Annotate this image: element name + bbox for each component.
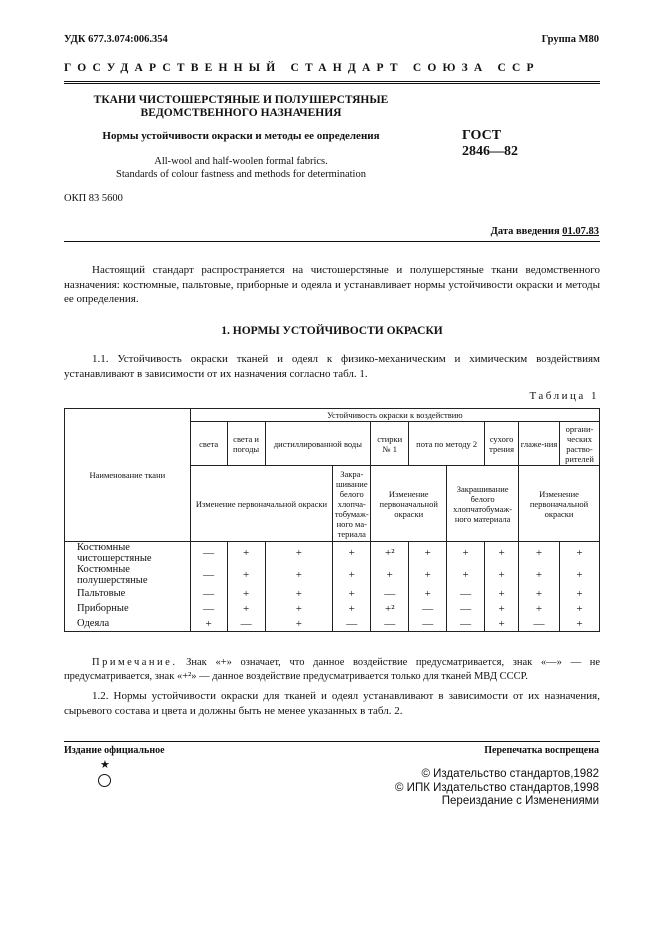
table-note: [64, 656, 600, 684]
subheader-color-change-1: Изменение первоначальной окраски: [190, 466, 333, 542]
subheader-color-change-3: Изменение первоначальной окраски: [519, 466, 600, 542]
table-cell-mark: +: [559, 564, 599, 586]
table-cell-fabric-name: Костюмные чистошерстяные: [65, 542, 191, 565]
table-cell-mark: +: [447, 564, 485, 586]
table-cell-mark: +: [559, 601, 599, 616]
col-header-ironing: глаже-ния: [519, 422, 560, 466]
table-cell-mark: —: [447, 586, 485, 601]
table-cell-mark: +: [485, 542, 519, 565]
gost-number: 2846—82: [462, 144, 518, 159]
table-row: [65, 601, 600, 616]
table-cell-mark: +: [519, 586, 560, 601]
document-title: [66, 94, 416, 120]
table-cell-mark: —: [190, 542, 227, 565]
table-cell-mark: +: [333, 542, 371, 565]
table-cell-mark: +: [519, 542, 560, 565]
effective-date-label: Дата введения: [490, 226, 560, 237]
effective-date-value: 01.07.83: [562, 226, 599, 237]
table-cell-mark: +: [447, 542, 485, 565]
table-cell-mark: —: [409, 616, 447, 632]
table-cell-mark: +: [190, 616, 227, 632]
intro-paragraph: Настоящий стандарт распространяется на чистошерстяные и полушерстяные ткани ведомственного назначения: костюмные, пальтовые, приборные и одеяла и устанавливает нормы устойчивости окраски и методы ее определения.: [64, 264, 600, 305]
col-header-washing: стирки № 1: [371, 422, 409, 466]
table-cell-mark: +: [333, 564, 371, 586]
table-1: [64, 408, 600, 632]
document-subtitle: Нормы устойчивости окраски и методы ее определения: [102, 130, 380, 142]
table-row: [65, 616, 600, 632]
table-cell-mark: +: [265, 564, 333, 586]
table-cell-fabric-name: Одеяла: [65, 616, 191, 632]
subheader-staining-1: Закра-шивание белого хлопча-тобумаж-ного ма-териала: [333, 466, 371, 542]
header-rule: [64, 81, 600, 82]
table-cell-mark: +: [519, 564, 560, 586]
official-edition: Издание официальное: [64, 745, 165, 756]
table-cell-mark: +: [265, 586, 333, 601]
table-cell-mark: +: [409, 586, 447, 601]
note-label: Примечание.: [92, 657, 178, 668]
subheader-staining-2: Закрашивание белого хлопчатобумаж-ного материала: [447, 466, 519, 542]
table-cell-fabric-name: Пальтовые: [65, 586, 191, 601]
table-cell-mark: —: [227, 616, 265, 632]
table-cell-mark: +: [559, 542, 599, 565]
table-cell-mark: +: [559, 616, 599, 632]
table-cell-mark: +: [485, 616, 519, 632]
table-cell-fabric-name: Приборные: [65, 601, 191, 616]
table-cell-mark: +: [333, 601, 371, 616]
table-cell-mark: +: [227, 542, 265, 565]
paragraph-1-2: 1.2. Нормы устойчивости окраски для тканей и одеял устанавливают в зависимости от их назначения, сырьевого состава и цвета и должны быть не менее указанных в табл. 2.: [64, 690, 600, 717]
table-cell-mark: +: [485, 586, 519, 601]
col-header-sweat: пота по методу 2: [409, 422, 485, 466]
reissue-note: Переиздание с Изменениями: [441, 795, 599, 807]
english-title: [66, 155, 416, 181]
footer-rule: [64, 741, 600, 742]
table-cell-mark: —: [190, 586, 227, 601]
reprint-prohibited: Перепечатка воспрещена: [484, 745, 599, 756]
group-code: Группа М80: [541, 34, 599, 45]
table-cell-mark: —: [519, 616, 560, 632]
title-line-1: ТКАНИ ЧИСТОШЕРСТЯНЫЕ И ПОЛУШЕРСТЯНЫЕ: [93, 94, 389, 106]
table-cell-mark: +: [265, 601, 333, 616]
table-cell-mark: —: [447, 616, 485, 632]
table-row: [65, 564, 600, 586]
english-title-line-1: All-wool and half-woolen formal fabrics.: [154, 156, 328, 167]
table-row: [65, 586, 600, 601]
col-header-light-weather: света и погоды: [227, 422, 265, 466]
col-header-distilled-water: дистиллированной воды: [265, 422, 371, 466]
table-cell-mark: —: [409, 601, 447, 616]
table-cell-mark: +: [227, 586, 265, 601]
table-cell-mark: +: [265, 542, 333, 565]
table-cell-mark: —: [333, 616, 371, 632]
table-cell-mark: +²: [371, 601, 409, 616]
table-cell-mark: +: [409, 542, 447, 565]
english-title-line-2: Standards of colour fastness and methods for determination: [116, 169, 366, 180]
section-1-heading: 1. НОРМЫ УСТОЙЧИВОСТИ ОКРАСКИ: [221, 325, 443, 337]
effective-date: [491, 226, 599, 237]
table-cell-mark: —: [371, 586, 409, 601]
table-cell-mark: —: [371, 616, 409, 632]
col-header-solvents: органи-ческих раство-рителей: [559, 422, 599, 466]
table-cell-mark: +: [519, 601, 560, 616]
table-cell-fabric-name: Костюмные полушерстяные: [65, 564, 191, 586]
table-cell-mark: +: [485, 564, 519, 586]
gost-label: ГОСТ: [462, 128, 502, 143]
copyright-1982: © Издательство стандартов,1982: [421, 768, 599, 780]
udk-code: УДК 677.3.074:006.354: [64, 34, 168, 45]
table-cell-mark: +: [485, 601, 519, 616]
table-cell-mark: +: [333, 586, 371, 601]
table-caption: Таблица 1: [529, 390, 599, 402]
col-header-light: света: [190, 422, 227, 466]
table-cell-mark: +: [371, 564, 409, 586]
table-cell-mark: +: [227, 601, 265, 616]
star-icon: ★: [100, 759, 110, 771]
title-rule: [64, 241, 600, 242]
paragraph-1-1: 1.1. Устойчивость окраски тканей и одеял к физико-механическим и химическим воздействиям устанавливают в зависимости от их назначения согласно табл. 1.: [64, 353, 600, 380]
table-row: [65, 542, 600, 565]
circle-icon: [98, 774, 111, 787]
gost-number-block: [462, 128, 518, 160]
copyright-block: [395, 768, 599, 809]
header-rule-2: [64, 83, 600, 84]
note-text: Знак «+» означает, что данное воздействие предусматривается, знак «—» — не предусматривается, знак «+²» — данное воздействие предусматривается только для тканей МВД СССР.: [64, 657, 601, 682]
table-cell-mark: +: [559, 586, 599, 601]
table-header-name: Наименование ткани: [65, 409, 191, 542]
table-cell-mark: +: [265, 616, 333, 632]
state-standard-heading: ГОСУДАРСТВЕННЫЙ СТАНДАРТ СОЮЗА ССР: [64, 62, 540, 74]
table-cell-mark: +²: [371, 542, 409, 565]
subheader-color-change-2: Изменение первоначальной окраски: [371, 466, 447, 542]
table-cell-mark: —: [190, 564, 227, 586]
col-header-dry-rubbing: сухого трения: [485, 422, 519, 466]
copyright-1998: © ИПК Издательство стандартов,1998: [395, 781, 599, 794]
table-cell-mark: —: [447, 601, 485, 616]
table-header-group: Устойчивость окраски к воздействию: [190, 409, 599, 422]
table-cell-mark: +: [409, 564, 447, 586]
title-line-2: ВЕДОМСТВЕННОГО НАЗНАЧЕНИЯ: [140, 107, 342, 119]
table-cell-mark: —: [190, 601, 227, 616]
okp-code: ОКП 83 5600: [64, 193, 123, 204]
table-cell-mark: +: [227, 564, 265, 586]
